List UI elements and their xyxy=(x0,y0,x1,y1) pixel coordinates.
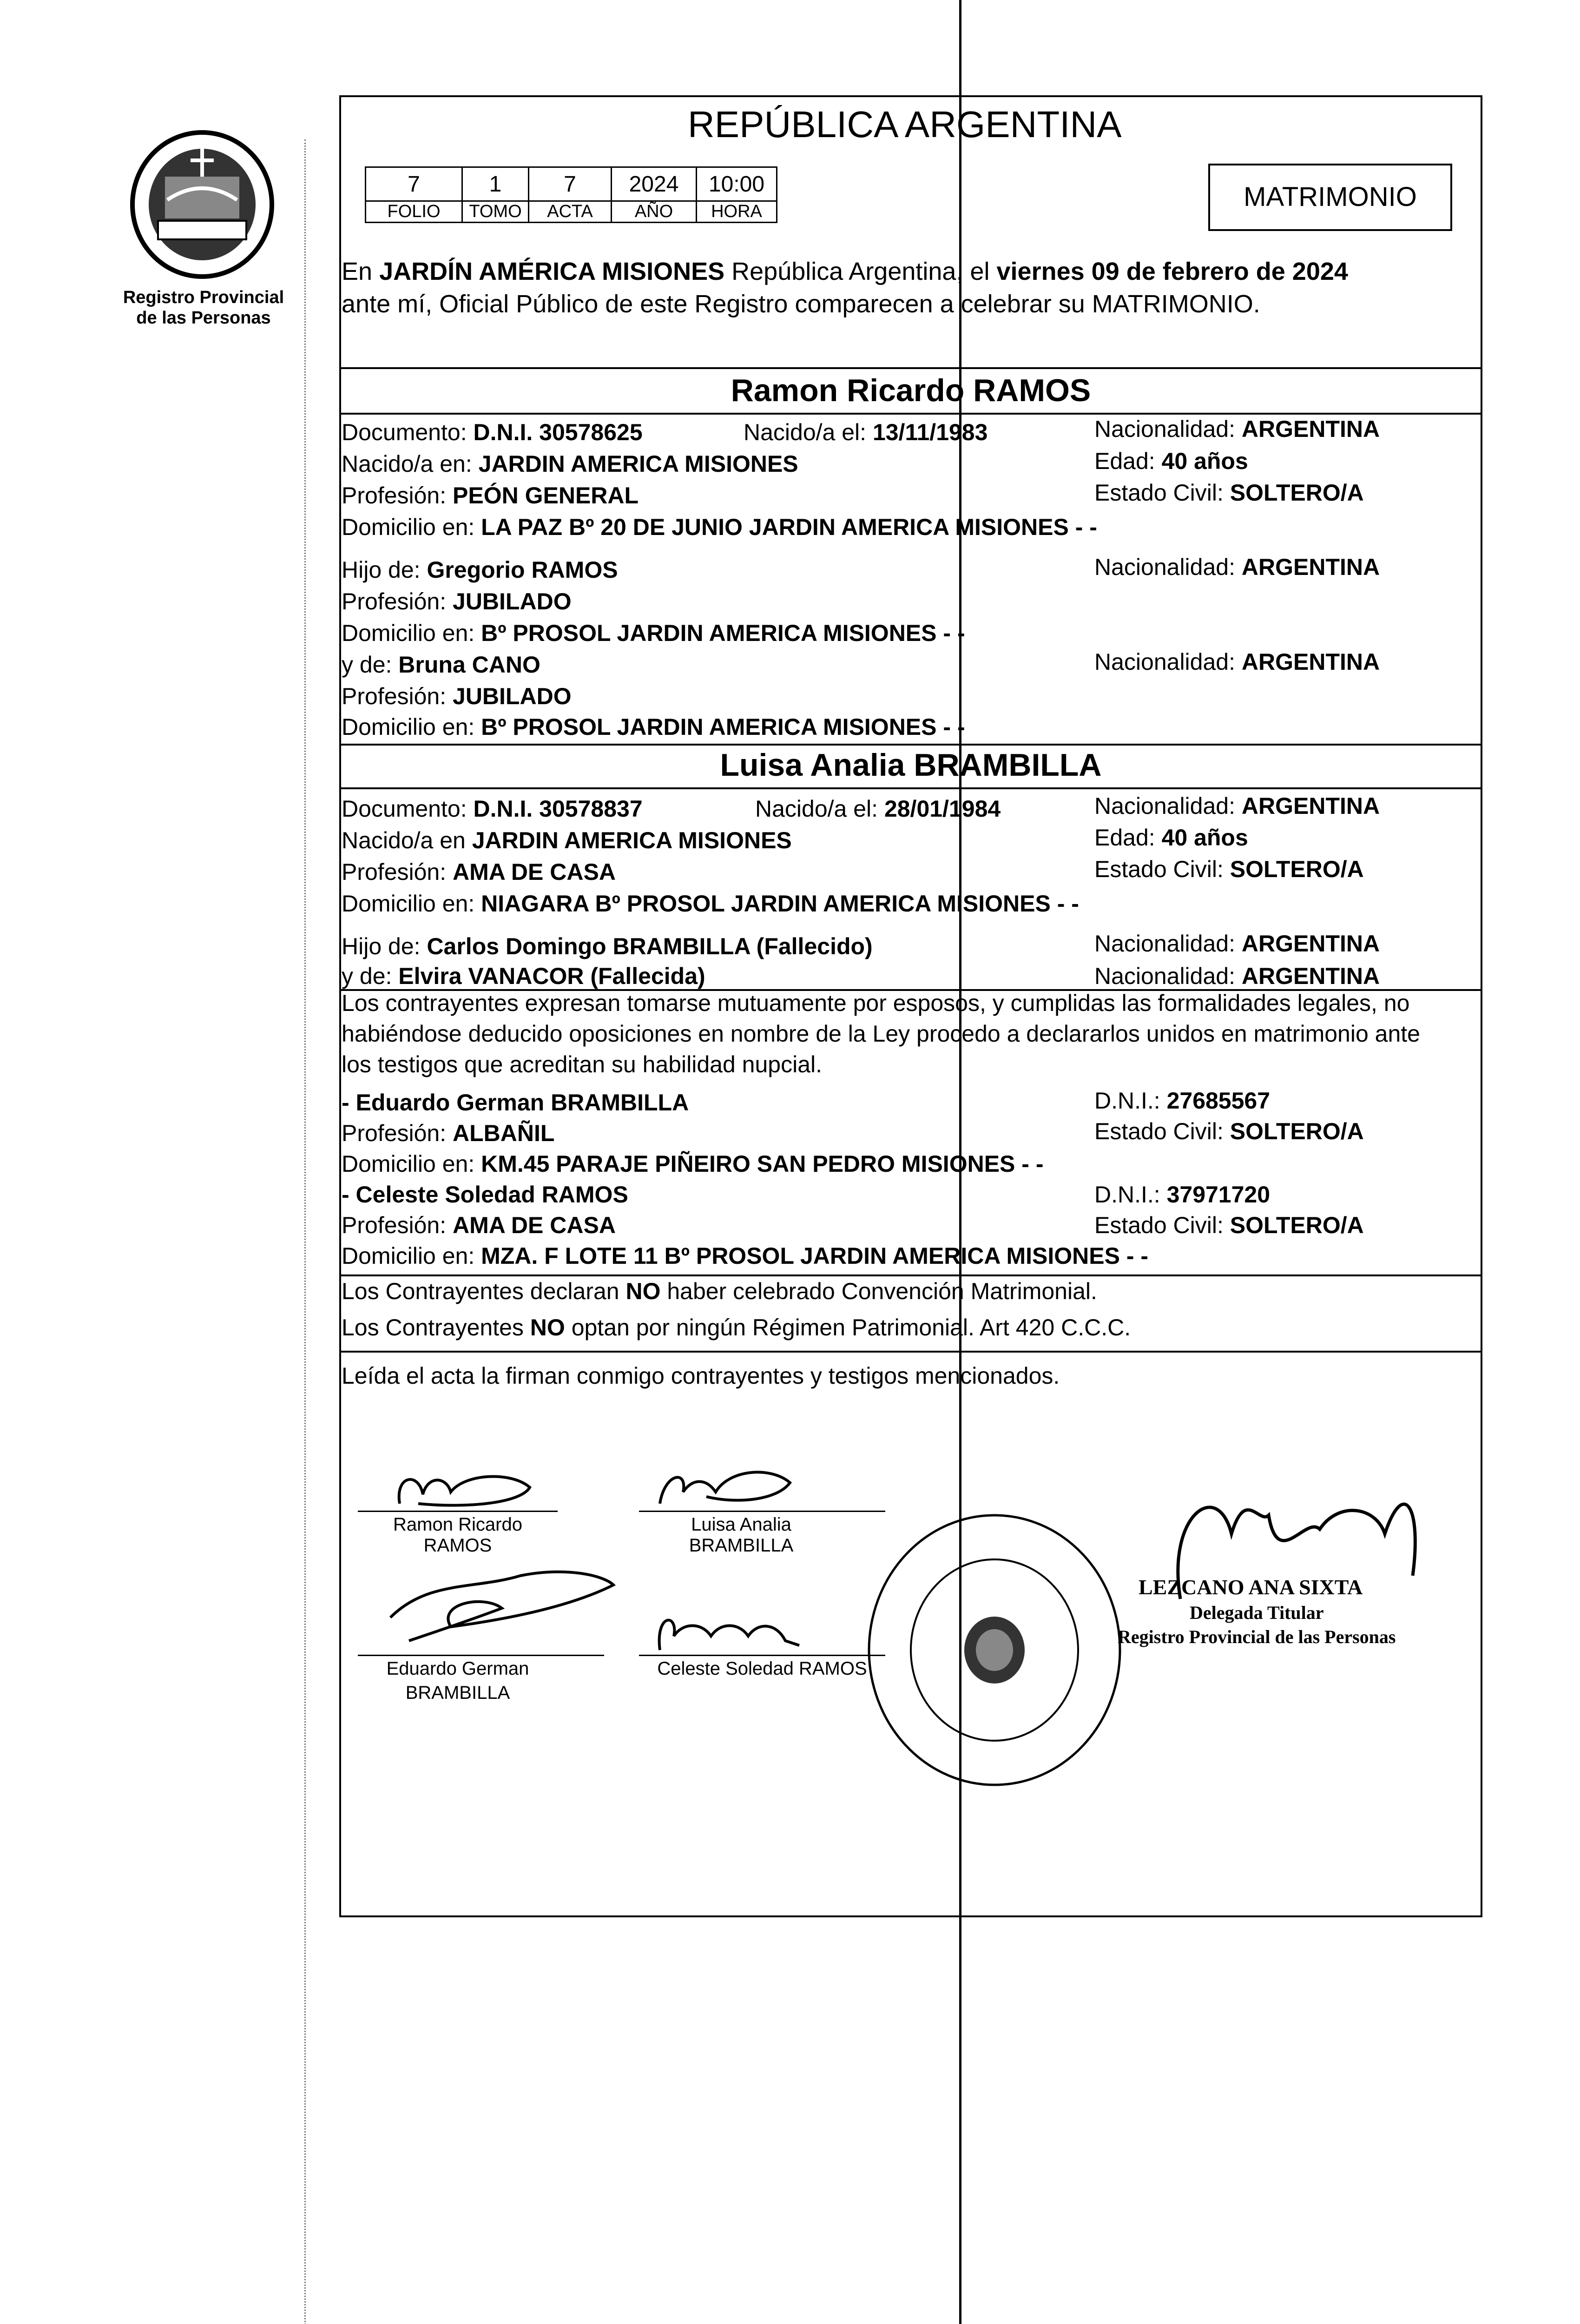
spouse1-civil-status: Estado Civil: SOLTERO/A xyxy=(1094,480,1364,506)
spouse2-document: Documento: D.N.I. 30578837 xyxy=(342,796,643,822)
spouse2-father: Hijo de: Carlos Domingo BRAMBILLA (Fallecido) xyxy=(342,933,873,959)
spouse2-father-nationality: Nacionalidad: ARGENTINA xyxy=(1094,931,1380,957)
spouse1-mother-address: Domicilio en: Bº PROSOL JARDIN AMERICA MISIONES - - xyxy=(342,714,965,740)
hour-label: HORA xyxy=(697,201,777,223)
signature-celeste xyxy=(651,1604,818,1662)
record-table xyxy=(365,166,777,223)
spouse2-civil-status: Estado Civil: SOLTERO/A xyxy=(1094,856,1364,882)
signature-luisa xyxy=(651,1464,804,1518)
divider xyxy=(339,744,1482,746)
divider xyxy=(339,1274,1482,1276)
official-role: Delegada Titular xyxy=(1190,1602,1324,1623)
declaration-line1: Los contrayentes expresan tomarse mutuamente por esposos, y cumplidas las formalidades legales, no xyxy=(342,990,1410,1016)
declaration-line3: los testigos que acreditan su habilidad nupcial. xyxy=(342,1051,823,1077)
witness1-name: - Eduardo German BRAMBILLA xyxy=(342,1089,689,1116)
scan-margin-line xyxy=(304,139,306,2324)
tomo-value: 1 xyxy=(462,167,529,201)
spouse1-document: Documento: D.N.I. 30578625 xyxy=(342,419,643,445)
signature-caption-1: Ramon Ricardo RAMOS xyxy=(393,1514,522,1556)
spouse2-age: Edad: 40 años xyxy=(1094,825,1248,851)
witness1-profession: Profesión: ALBAÑIL xyxy=(342,1120,555,1146)
spouse1-born: Nacido/a el: 13/11/1983 xyxy=(744,419,988,445)
spouse2-nationality: Nacionalidad: ARGENTINA xyxy=(1094,793,1380,819)
witness2-dni: D.N.I.: 37971720 xyxy=(1094,1182,1271,1208)
divider xyxy=(339,413,1482,415)
official-name: LEZCANO ANA SIXTA xyxy=(1139,1575,1363,1599)
spouse2-address: Domicilio en: NIAGARA Bº PROSOL JARDIN AMERICA MISIONES - - xyxy=(342,891,1079,917)
divider xyxy=(339,787,1482,789)
spouse2-mother: y de: Elvira VANACOR (Fallecida) xyxy=(342,963,705,989)
year-value: 2024 xyxy=(612,167,697,201)
witness1-dni: D.N.I.: 27685567 xyxy=(1094,1088,1271,1114)
spouse2-mother-nationality: Nacionalidad: ARGENTINA xyxy=(1094,963,1380,989)
witness2-civil-status: Estado Civil: SOLTERO/A xyxy=(1094,1212,1364,1238)
spouse1-mother-profession: Profesión: JUBILADO xyxy=(342,683,572,709)
intro-line1 xyxy=(342,257,1348,286)
acta-label: ACTA xyxy=(529,201,612,223)
intro-place: JARDÍN AMÉRICA MISIONES xyxy=(379,257,725,285)
spouse1-nationality: Nacionalidad: ARGENTINA xyxy=(1094,416,1380,442)
witness2-address: Domicilio en: MZA. F LOTE 11 Bº PROSOL JARDIN AMERICA MISIONES - - xyxy=(342,1243,1149,1269)
signature-caption-4: Celeste Soledad RAMOS xyxy=(657,1658,867,1679)
declaration-line2: habiéndose deducido oposiciones en nombre de la Ley procedo a declararlos unidos en matrimonio ante xyxy=(342,1021,1420,1047)
signature-line xyxy=(358,1655,604,1656)
act-type-box xyxy=(1208,164,1452,231)
regime-statement: Los Contrayentes NO optan por ningún Régimen Patrimonial. Art 420 C.C.C. xyxy=(342,1314,1131,1340)
signature-line xyxy=(639,1655,885,1656)
signature-caption-2: Luisa Analia BRAMBILLA xyxy=(689,1514,794,1556)
folio-label: FOLIO xyxy=(366,201,462,223)
signature-eduardo xyxy=(381,1562,623,1648)
intro-line2: ante mí, Oficial Público de este Registro comparecen a celebrar su MATRIMONIO. xyxy=(342,290,1260,318)
signature-line xyxy=(639,1511,885,1512)
spouse1-birthplace: Nacido/a en: JARDIN AMERICA MISIONES xyxy=(342,451,798,477)
witness2-name: - Celeste Soledad RAMOS xyxy=(342,1182,628,1208)
divider xyxy=(339,367,1482,369)
acta-value: 7 xyxy=(529,167,612,201)
header-title: REPÚBLICA ARGENTINA xyxy=(688,104,1122,145)
spouse1-profession: Profesión: PEÓN GENERAL xyxy=(342,482,639,508)
witness1-civil-status: Estado Civil: SOLTERO/A xyxy=(1094,1118,1364,1144)
registry-office-stamp xyxy=(860,1506,1129,1796)
intro-text: República Argentina, el xyxy=(724,257,997,285)
hour-value: 10:00 xyxy=(697,167,777,201)
convention-statement: Los Contrayentes declaran NO haber celebrado Convención Matrimonial. xyxy=(342,1278,1097,1304)
act-type: MATRIMONIO xyxy=(1244,182,1417,212)
tomo-label: TOMO xyxy=(462,201,529,223)
spouse1-father-profession: Profesión: JUBILADO xyxy=(342,588,572,614)
closing-statement: Leída el acta la firman conmigo contrayentes y testigos mencionados. xyxy=(342,1363,1060,1389)
spouse1-mother: y de: Bruna CANO xyxy=(342,652,540,678)
logo-caption-line1: Registro Provincial xyxy=(123,288,284,307)
province-seal-logo xyxy=(125,125,279,284)
witness1-address: Domicilio en: KM.45 PARAJE PIÑEIRO SAN PEDRO MISIONES - - xyxy=(342,1151,1044,1177)
official-office: Registro Provincial de las Personas xyxy=(1118,1626,1396,1647)
divider xyxy=(339,1351,1482,1353)
signature-caption-3a: Eduardo German xyxy=(386,1658,529,1679)
spouse2-name: Luisa Analia BRAMBILLA xyxy=(720,747,1102,783)
spouse2-birthplace: Nacido/a en JARDIN AMERICA MISIONES xyxy=(342,827,792,853)
spouse2-born: Nacido/a el: 28/01/1984 xyxy=(755,796,1001,822)
intro-date: viernes 09 de febrero de 2024 xyxy=(996,257,1348,285)
year-label: AÑO xyxy=(612,201,697,223)
folio-value: 7 xyxy=(366,167,462,201)
intro-text: En xyxy=(342,257,380,285)
spouse1-father-address: Domicilio en: Bº PROSOL JARDIN AMERICA MISIONES - - xyxy=(342,620,965,646)
witness2-profession: Profesión: AMA DE CASA xyxy=(342,1212,616,1238)
spouse1-father-nationality: Nacionalidad: ARGENTINA xyxy=(1094,554,1380,580)
spouse1-mother-nationality: Nacionalidad: ARGENTINA xyxy=(1094,649,1380,675)
logo-caption-line2: de las Personas xyxy=(136,308,271,328)
signature-caption-3b: BRAMBILLA xyxy=(405,1683,510,1703)
spouse2-profession: Profesión: AMA DE CASA xyxy=(342,859,616,885)
signature-line xyxy=(358,1511,558,1512)
spouse1-address: Domicilio en: LA PAZ Bº 20 DE JUNIO JARDIN AMERICA MISIONES - - xyxy=(342,514,1097,540)
spouse1-father: Hijo de: Gregorio RAMOS xyxy=(342,557,618,583)
spouse1-age: Edad: 40 años xyxy=(1094,448,1248,474)
spouse1-name: Ramon Ricardo RAMOS xyxy=(731,373,1091,408)
